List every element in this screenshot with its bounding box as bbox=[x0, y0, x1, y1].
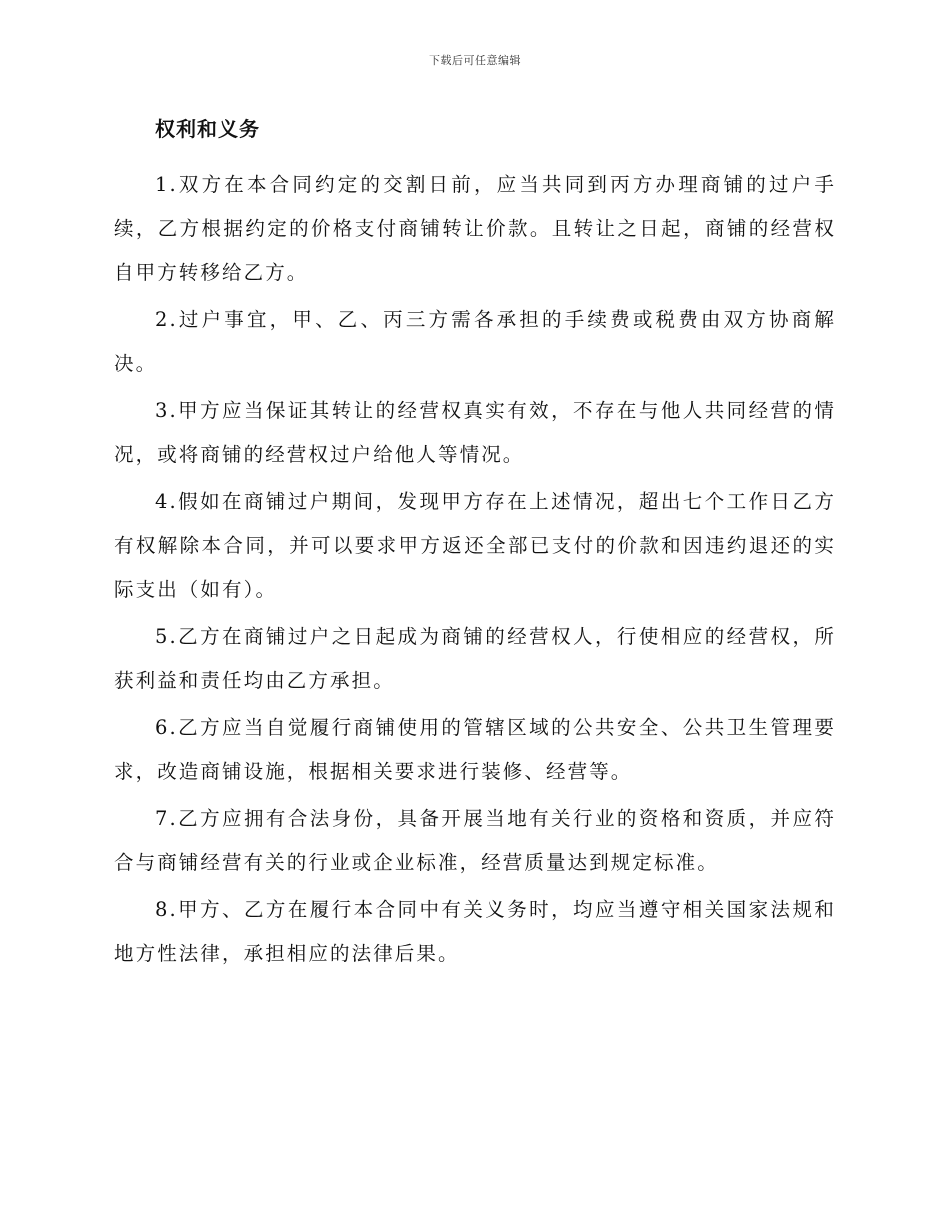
clause-6: 6.乙方应当自觉履行商铺使用的管辖区域的公共安全、公共卫生管理要求，改造商铺设施，根据相关要求进行装修、经营等。 bbox=[114, 716, 836, 783]
clause-5: 5.乙方在商铺过户之日起成为商铺的经营权人，行使相应的经营权，所获利益和责任均由乙方承担。 bbox=[114, 625, 836, 692]
clause-list bbox=[114, 163, 836, 976]
clause-3: 3.甲方应当保证其转让的经营权真实有效，不存在与他人共同经营的情况，或将商铺的经营权过户给他人等情况。 bbox=[114, 399, 836, 466]
section-title: 权利和义务 bbox=[155, 117, 260, 141]
clause-4: 4.假如在商铺过户期间，发现甲方存在上述情况，超出七个工作日乙方有权解除本合同，并可以要求甲方返还全部已支付的价款和因违约退还的实际支出（如有）。 bbox=[114, 490, 836, 601]
page-header: 下载后可任意编辑 bbox=[429, 54, 521, 67]
clause-7: 7.乙方应拥有合法身份，具备开展当地有关行业的资格和资质，并应符合与商铺经营有关的行业或企业标准，经营质量达到规定标准。 bbox=[114, 807, 836, 874]
clause-2: 2.过户事宜，甲、乙、丙三方需各承担的手续费或税费由双方协商解决。 bbox=[114, 308, 836, 375]
document-body bbox=[114, 113, 836, 979]
clause-1: 1.双方在本合同约定的交割日前，应当共同到丙方办理商铺的过户手续，乙方根据约定的价格支付商铺转让价款。且转让之日起，商铺的经营权自甲方转移给乙方。 bbox=[114, 173, 836, 284]
clause-8: 8.甲方、乙方在履行本合同中有关义务时，均应当遵守相关国家法规和地方性法律，承担相应的法律后果。 bbox=[114, 898, 836, 965]
